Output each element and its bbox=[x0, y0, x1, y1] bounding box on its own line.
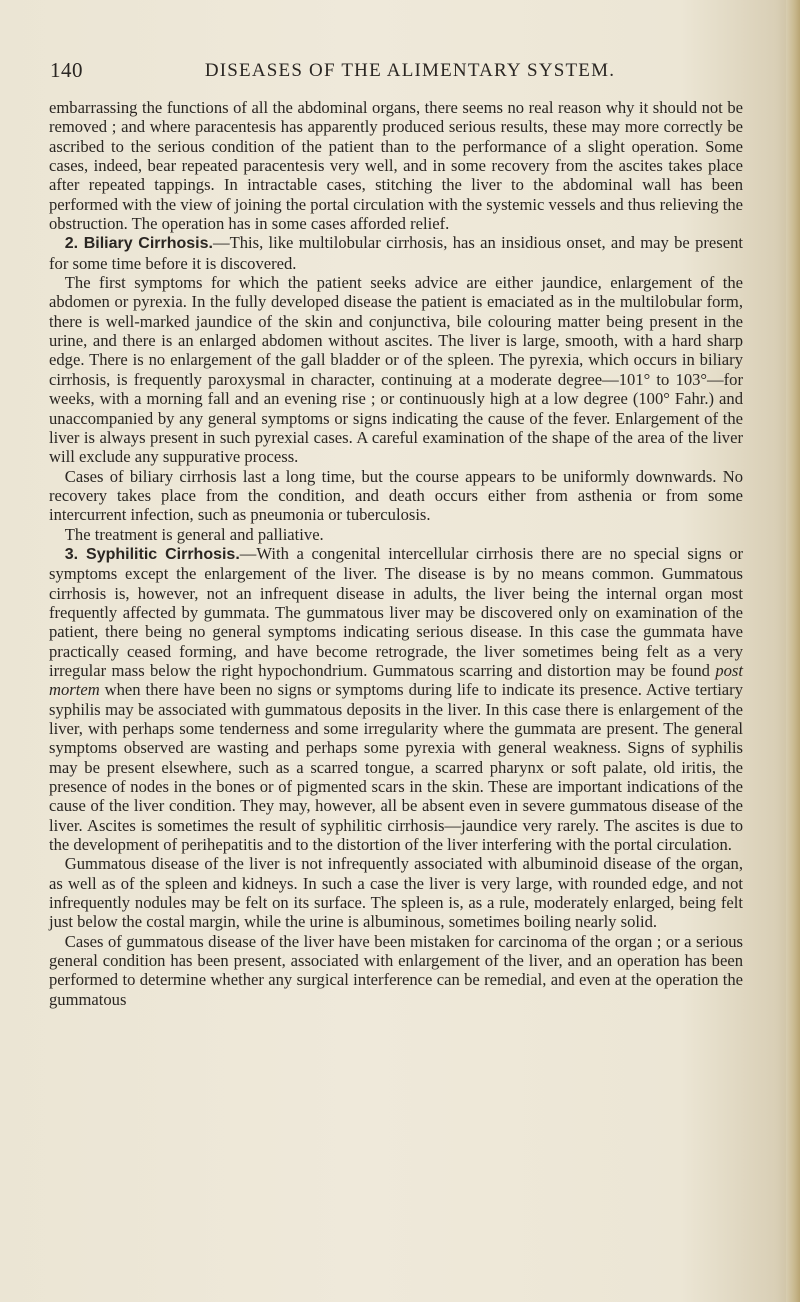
section-biliary-cirrhosis: 2. Biliary Cirrhosis.—This, like multilobular cirrhosis, has an insidious onset, and may be present for some time before it is discovered. bbox=[49, 233, 744, 273]
body-text bbox=[49, 98, 743, 1009]
paragraph: Cases of gummatous disease of the liver have been mistaken for carcinoma of the organ ; or a serious general condition has been present, associated with enlargement of the liver, and an operation has been performed to determine whether any surgical interference can be remedial, and even at the operation the gummatous bbox=[49, 931, 743, 1009]
paragraph-text: This, like multilobular cirrhosis, has an insidious onset, and may be present for some time before it is discovered. bbox=[49, 233, 744, 273]
page-header bbox=[50, 58, 740, 84]
section-heading: 2. Biliary Cirrhosis. bbox=[64, 235, 213, 253]
page-edge bbox=[786, 0, 800, 1302]
paragraph-text: With a congenital intercellular cirrhosis there are no special signs or symptoms except the enlargement of the liver. The disease is by no means common. Gummatous cirrhosis is, however, not an infrequent disease in adults, the liver being the internal organ most frequently affected by gummata. The gummatous liver may be discovered only on examination of the patient, there being no general symptoms indicating serious disease. In this case the gummata have practically ceased forming, and have become retrograde, the liver sometimes being felt as a very irregular mass below the right hypochondrium. Gummatous scarring and distortion may be found bbox=[49, 543, 743, 680]
section-syphilitic-cirrhosis: 3. Syphilitic Cirrhosis.—With a congenital intercellular cirrhosis there are no special signs or symptoms except the enlargement of the liver. The disease is by no means common. Gummatous cirrhosis is, however, not an infrequent disease in adults, the liver being the internal organ most frequently affected by gummata. The gummatous liver may be discovered only on examination of the patient, there being no general symptoms indicating serious disease. In this case the gummata have practically ceased forming, and have become retrograde, the liver sometimes being felt as a very irregular mass below the right hypochondrium. Gummatous scarring and distortion may be found post mortem when there have been no signs or symptoms during life to indicate its presence. Active tertiary syphilis may be associated with gummatous deposits in the liver. In this case there is enlargement of the liver, with perhaps some tenderness and some irregularity where the gummata are present. The general symptoms observed are wasting and perhaps some pyrexia with general weakness. Signs of syphilis may be present elsewhere, such as a scarred tongue, a scarred pharynx or soft palate, old iritis, the presence of nodes in the bones or of pigmented scars in the skin. These are important indications of the cause of the liver condition. They may, however, all be absent even in severe gummatous disease of the liver. Ascites is sometimes the result of syphilitic cirrhosis—jaundice very rarely. The ascites is due to the development of perihepatitis and to the distortion of the liver interfering with the portal circulation. bbox=[49, 543, 743, 855]
paragraph: The treatment is general and palliative. bbox=[64, 524, 324, 544]
paragraph: The first symptoms for which the patient seeks advice are either jaundice, enlargement of the abdomen or pyrexia. In the fully developed disease the patient is emaciated as in the multilobular form, there is well-marked jaundice of the skin and conjunctiva, bile colouring matter being present in the urine, and there is an enlarged abdomen without ascites. The liver is large, smooth, with a hard sharp edge. There is no enlargement of the gall bladder or of the spleen. The pyrexia, which occurs in biliary cirrhosis, is frequently paroxysmal in character, continuing at a moderate degree—101° to 103°—for weeks, with a morning fall and an evening rise ; or continuously high at a low degree (100° Fahr.) and unaccompanied by any general symptoms or signs indicating the cause of the fever. Enlargement of the liver is always present in such pyrexial cases. A careful examination of the shape of the area of the liver will exclude any suppurative process. bbox=[49, 273, 743, 467]
paragraph: Gummatous disease of the liver is not infrequently associated with albuminoid disease of the organ, as well as of the spleen and kidneys. In such a case the liver is very large, with rounded edge, and not infrequently nodules may be felt on its surface. The spleen is, as a rule, moderately enlarged, being felt just below the costal margin, while the urine is albuminous, sometimes boiling nearly solid. bbox=[49, 854, 743, 932]
paragraph: Cases of biliary cirrhosis last a long time, but the course appears to be uniformly downwards. No recovery takes place from the condition, and death occurs either from asthenia or from some intercurrent infection, such as pneumonia or tuberculosis. bbox=[49, 466, 743, 525]
section-heading: 3. Syphilitic Cirrhosis. bbox=[64, 545, 240, 563]
page-number: 140 bbox=[50, 58, 83, 82]
running-head: DISEASES OF THE ALIMENTARY SYSTEM. bbox=[204, 60, 616, 81]
paragraph-text: when there have been no signs or symptoms during life to indicate its presence. Active tertiary syphilis may be associated with gummatous deposits in the liver. In this case there is enlargement of the liver, with perhaps some tenderness and some irregularity where the gummata are present. The general symptoms observed are wasting and perhaps some pyrexia with general weakness. Signs of syphilis may be present elsewhere, such as a scarred tongue, a scarred pharynx or soft palate, old iritis, the presence of nodes in the bones or of pigmented scars in the skin. These are important indications of the cause of the liver condition. They may, however, all be absent even in severe gummatous disease of the liver. Ascites is sometimes the result of syphilitic cirrhosis—jaundice very rarely. The ascites is due to the development of perihepatitis and to the distortion of the liver interfering with the portal circulation. bbox=[49, 680, 743, 855]
paragraph: embarrassing the functions of all the abdominal organs, there seems no real reason why it should not be removed ; and where paracentesis has apparently produced serious results, these may more correctly be ascribed to the serious condition of the patient than to the performance of a slight operation. Some cases, indeed, bear repeated paracentesis very well, and in some recovery from the ascites takes place after repeated tappings. In intractable cases, stitching the liver to the abdominal wall has been performed with the view of joining the portal circulation with the systemic vessels and thus relieving the obstruction. The operation has in some cases afforded relief. bbox=[49, 98, 744, 234]
italic-phrase: post mortem bbox=[49, 660, 743, 700]
